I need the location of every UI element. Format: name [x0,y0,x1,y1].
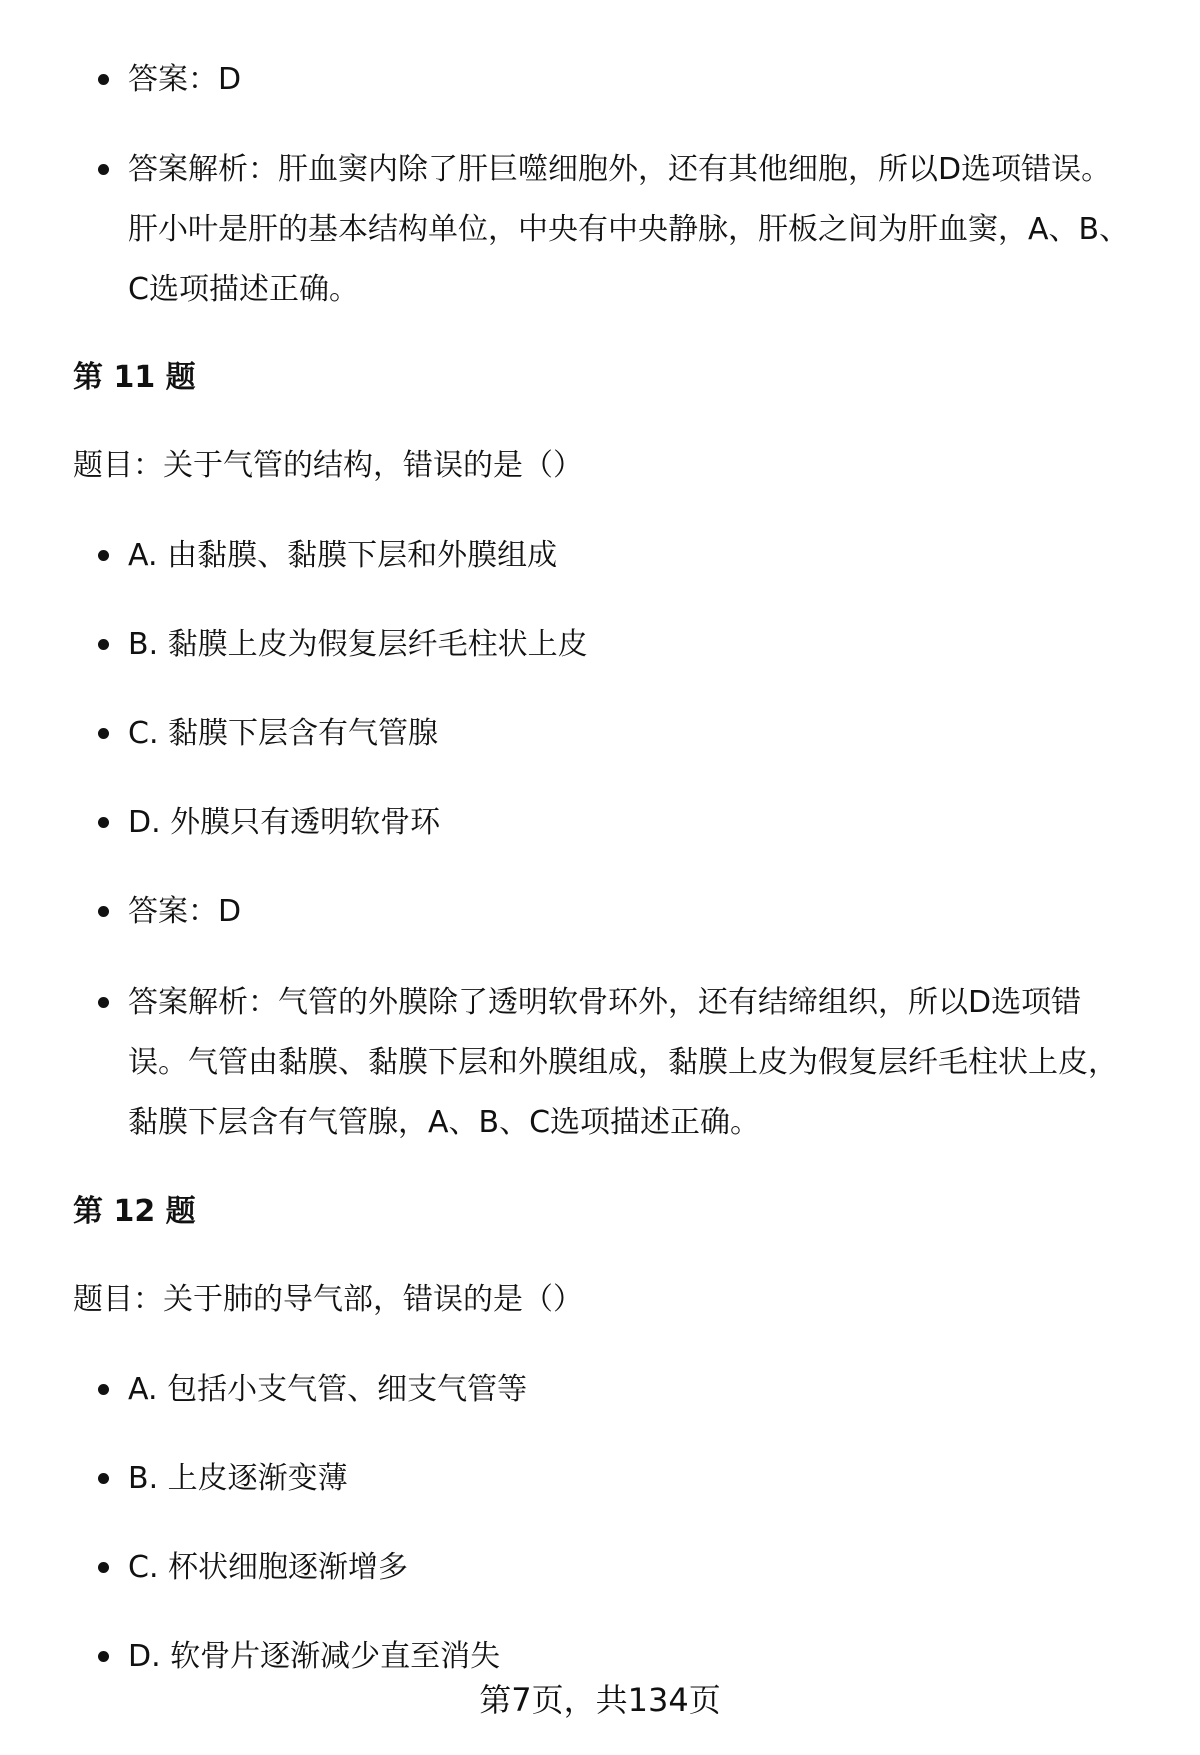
prev-explanation: 答案解析：肝血窦内除了肝巨噬细胞外，还有其他细胞，所以D选项错误。肝小叶是肝的基本结构单位，中央有中央静脉，肝板之间为肝血窦，A、B、C选项描述正确。 [128,140,1138,320]
question-12-option-a: A. 包括小支气管、细支气管等 [128,1360,1138,1420]
question-11-text: 题目：关于气管的结构，错误的是（） [73,448,583,483]
question-11-explanation: 答案解析：气管的外膜除了透明软骨环外，还有结缔组织，所以D选项错误。气管由黏膜、黏膜下层和外膜组成，黏膜上皮为假复层纤毛柱状上皮，黏膜下层含有气管腺，A、B、C选项描述正确。 [128,973,1138,1153]
page-number-footer: 第7页，共134页 [479,1681,721,1719]
question-12-heading: 第 12 题 [73,1194,196,1229]
question-11-heading: 第 11 题 [73,360,196,395]
question-11-option-d: D. 外膜只有透明软骨环 [128,793,1138,853]
question-12-option-b: B. 上皮逐渐变薄 [128,1449,1138,1509]
prev-answer: 答案：D [128,50,1138,110]
question-11-option-c: C. 黏膜下层含有气管腺 [128,704,1138,764]
question-12-option-c: C. 杯状细胞逐渐增多 [128,1538,1138,1598]
question-11-answer: 答案：D [128,882,1138,942]
question-11-option-b: B. 黏膜上皮为假复层纤毛柱状上皮 [128,615,1138,675]
question-12-text: 题目：关于肺的导气部，错误的是（） [73,1282,583,1317]
question-11-option-a: A. 由黏膜、黏膜下层和外膜组成 [128,526,1138,586]
question-12-option-d: D. 软骨片逐渐减少直至消失 [128,1627,1138,1687]
